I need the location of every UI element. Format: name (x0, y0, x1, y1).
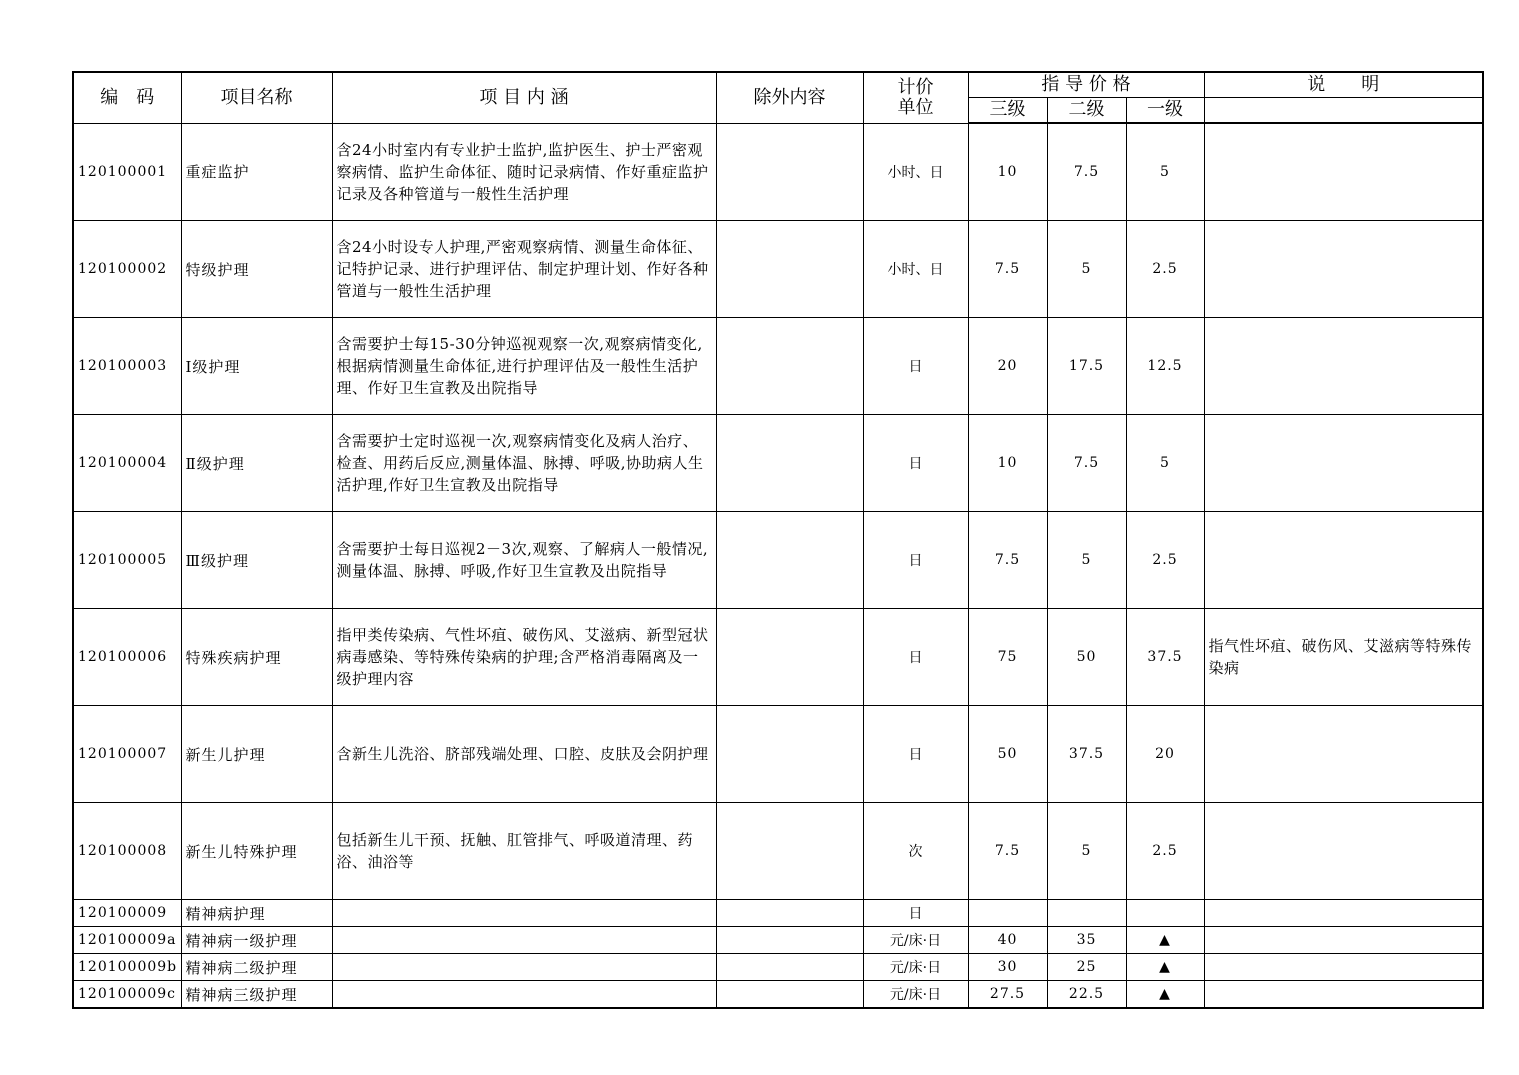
cell-level2: 50 (1047, 609, 1126, 706)
table-row (73, 927, 1483, 954)
cell-unit: 日 (863, 512, 968, 609)
cell-content (332, 900, 716, 927)
cell-content: 指甲类传染病、气性坏疽、破伤风、艾滋病、新型冠状病毒感染、等特殊传染病的护理;含严格消毒隔离及一级护理内容 (332, 609, 716, 706)
cell-level1: 2.5 (1126, 803, 1204, 900)
cell-content: 含需要护士每日巡视2－3次,观察、了解病人一般情况,测量体温、脉搏、呼吸,作好卫生宣教及出院指导 (332, 512, 716, 609)
cell-note (1204, 221, 1483, 318)
cell-note (1204, 123, 1483, 221)
cell-level3: 50 (968, 706, 1047, 803)
cell-note (1204, 981, 1483, 1009)
cell-name: 精神病护理 (181, 900, 332, 927)
cell-name: 精神病三级护理 (181, 981, 332, 1009)
cell-level2 (1047, 900, 1126, 927)
cell-level3: 27.5 (968, 981, 1047, 1009)
table-row (73, 415, 1483, 512)
cell-name: 精神病一级护理 (181, 927, 332, 954)
cell-code: 120100004 (73, 415, 181, 512)
header-unit-line1: 计价 (897, 76, 934, 98)
cell-note (1204, 803, 1483, 900)
cell-level3: 40 (968, 927, 1047, 954)
cell-level2: 22.5 (1047, 981, 1126, 1009)
header-guide-price: 指 导 价 格 (968, 72, 1204, 98)
cell-name: 精神病二级护理 (181, 954, 332, 981)
cell-exclude (716, 927, 863, 954)
cell-level2: 25 (1047, 954, 1126, 981)
cell-unit: 小时、日 (863, 123, 968, 221)
table-row (73, 512, 1483, 609)
cell-note (1204, 415, 1483, 512)
header-level2: 二级 (1047, 98, 1126, 124)
cell-note: 指气性坏疽、破伤风、艾滋病等特殊传染病 (1204, 609, 1483, 706)
cell-code: 120100009c (73, 981, 181, 1009)
cell-name: Ⅱ级护理 (181, 415, 332, 512)
cell-code: 120100001 (73, 123, 181, 221)
cell-exclude (716, 954, 863, 981)
cell-unit: 元/床·日 (863, 954, 968, 981)
cell-note (1204, 954, 1483, 981)
cell-level2: 5 (1047, 512, 1126, 609)
cell-exclude (716, 123, 863, 221)
cell-note (1204, 318, 1483, 415)
table-row (73, 609, 1483, 706)
cell-exclude (716, 803, 863, 900)
cell-code: 120100003 (73, 318, 181, 415)
cell-level3 (968, 900, 1047, 927)
cell-level3: 7.5 (968, 512, 1047, 609)
cell-code: 120100006 (73, 609, 181, 706)
cell-exclude (716, 415, 863, 512)
cell-level1-triangle: ▲ (1126, 927, 1204, 954)
cell-exclude (716, 900, 863, 927)
cell-content: 包括新生儿干预、抚触、肛管排气、呼吸道清理、药浴、油浴等 (332, 803, 716, 900)
cell-name: Ⅲ级护理 (181, 512, 332, 609)
cell-level3: 10 (968, 123, 1047, 221)
header-content: 项 目 内 涵 (332, 72, 716, 123)
cell-code: 120100002 (73, 221, 181, 318)
cell-unit: 日 (863, 609, 968, 706)
cell-unit: 日 (863, 706, 968, 803)
header-unit-line2: 单位 (897, 96, 934, 118)
cell-code: 120100008 (73, 803, 181, 900)
cell-level1-triangle: ▲ (1126, 954, 1204, 981)
cell-level2: 35 (1047, 927, 1126, 954)
cell-note (1204, 927, 1483, 954)
cell-level2: 7.5 (1047, 123, 1126, 221)
cell-level1-triangle: ▲ (1126, 981, 1204, 1009)
cell-content (332, 981, 716, 1009)
cell-content: 含24小时设专人护理,严密观察病情、测量生命体征、记特护记录、进行护理评估、制定护理计划、作好各种管道与一般性生活护理 (332, 221, 716, 318)
header-unit (863, 72, 968, 123)
price-table (72, 71, 1484, 1009)
cell-level1: 20 (1126, 706, 1204, 803)
cell-code: 120100009b (73, 954, 181, 981)
table-row (73, 706, 1483, 803)
cell-code: 120100007 (73, 706, 181, 803)
cell-level2: 37.5 (1047, 706, 1126, 803)
header-note: 说 明 (1204, 72, 1483, 98)
cell-note (1204, 900, 1483, 927)
cell-level2: 7.5 (1047, 415, 1126, 512)
table-row (73, 318, 1483, 415)
cell-unit: 小时、日 (863, 221, 968, 318)
header-code: 编 码 (73, 72, 181, 123)
cell-exclude (716, 706, 863, 803)
cell-unit: 日 (863, 318, 968, 415)
header-exclude: 除外内容 (716, 72, 863, 123)
table-row (73, 123, 1483, 221)
header-level3: 三级 (968, 98, 1047, 124)
table-row (73, 221, 1483, 318)
cell-level1: 2.5 (1126, 512, 1204, 609)
cell-content (332, 954, 716, 981)
cell-level3: 20 (968, 318, 1047, 415)
cell-name: 新生儿护理 (181, 706, 332, 803)
cell-level1 (1126, 900, 1204, 927)
cell-level1: 12.5 (1126, 318, 1204, 415)
cell-name: 特殊疾病护理 (181, 609, 332, 706)
cell-exclude (716, 318, 863, 415)
cell-content (332, 927, 716, 954)
cell-unit: 元/床·日 (863, 927, 968, 954)
header-note-blank (1204, 98, 1483, 124)
cell-content: 含新生儿洗浴、脐部残端处理、口腔、皮肤及会阴护理 (332, 706, 716, 803)
table-body (73, 123, 1483, 1008)
cell-unit: 次 (863, 803, 968, 900)
cell-unit: 日 (863, 415, 968, 512)
cell-name: 新生儿特殊护理 (181, 803, 332, 900)
table-row (73, 803, 1483, 900)
cell-level1: 5 (1126, 415, 1204, 512)
table-row (73, 981, 1483, 1009)
cell-level1: 2.5 (1126, 221, 1204, 318)
header-level1: 一级 (1126, 98, 1204, 124)
cell-name: 重症监护 (181, 123, 332, 221)
cell-level3: 7.5 (968, 221, 1047, 318)
cell-content: 含24小时室内有专业护士监护,监护医生、护士严密观察病情、监护生命体征、随时记录病情、作好重症监护记录及各种管道与一般性生活护理 (332, 123, 716, 221)
cell-code: 120100005 (73, 512, 181, 609)
cell-note (1204, 706, 1483, 803)
table-row (73, 900, 1483, 927)
cell-content: 含需要护士每15-30分钟巡视观察一次,观察病情变化,根据病情测量生命体征,进行护理评估及一般性生活护理、作好卫生宣教及出院指导 (332, 318, 716, 415)
cell-unit: 日 (863, 900, 968, 927)
cell-code: 120100009a (73, 927, 181, 954)
cell-exclude (716, 221, 863, 318)
header-name: 项目名称 (181, 72, 332, 123)
cell-code: 120100009 (73, 900, 181, 927)
cell-level3: 7.5 (968, 803, 1047, 900)
cell-name: 特级护理 (181, 221, 332, 318)
cell-level2: 5 (1047, 803, 1126, 900)
cell-exclude (716, 512, 863, 609)
cell-name: Ⅰ级护理 (181, 318, 332, 415)
table-row (73, 954, 1483, 981)
cell-level3: 75 (968, 609, 1047, 706)
cell-content: 含需要护士定时巡视一次,观察病情变化及病人治疗、检查、用药后反应,测量体温、脉搏、呼吸,协助病人生活护理,作好卫生宣教及出院指导 (332, 415, 716, 512)
cell-exclude (716, 981, 863, 1009)
cell-level2: 5 (1047, 221, 1126, 318)
cell-level1: 5 (1126, 123, 1204, 221)
cell-level2: 17.5 (1047, 318, 1126, 415)
cell-level3: 30 (968, 954, 1047, 981)
cell-level1: 37.5 (1126, 609, 1204, 706)
cell-unit: 元/床·日 (863, 981, 968, 1009)
cell-exclude (716, 609, 863, 706)
table-header (73, 72, 1483, 123)
cell-note (1204, 512, 1483, 609)
cell-level3: 10 (968, 415, 1047, 512)
